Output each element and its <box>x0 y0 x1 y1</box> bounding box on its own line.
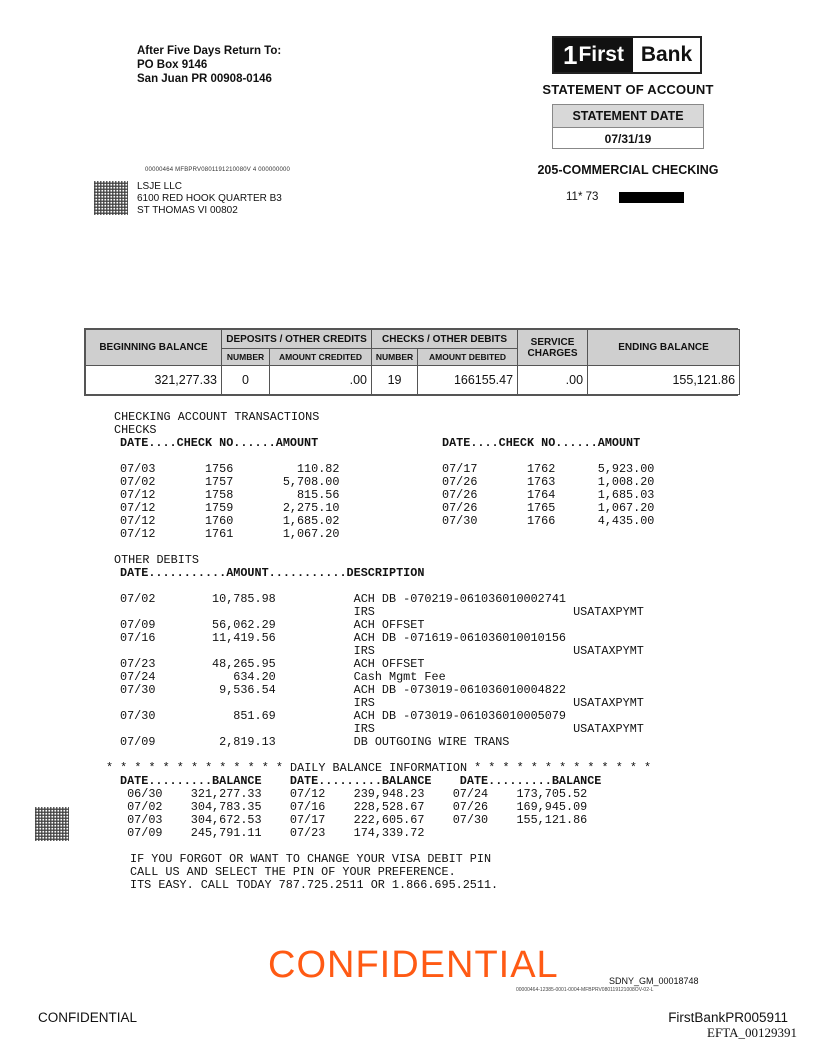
debit-row: 07/23 48,265.95 ACH OFFSET <box>120 657 425 671</box>
daily-balance-header: DATE.........BALANCE DATE.........BALANCE DATE.........BALANCE <box>120 774 602 788</box>
check-row: 07/26 1764 1,685.03 <box>442 488 655 502</box>
confidential-watermark: CONFIDENTIAL <box>268 944 559 986</box>
debit-row: 07/09 56,062.29 ACH OFFSET <box>120 618 425 632</box>
header-beginning-balance: BEGINNING BALANCE <box>86 330 222 366</box>
customer-line: ST THOMAS VI 00802 <box>137 205 238 216</box>
debit-row: 07/24 634.20 Cash Mgmt Fee <box>120 670 446 684</box>
account-summary-table <box>84 328 738 396</box>
logo-bank: Bank <box>633 38 700 72</box>
barcode-icon <box>94 181 128 215</box>
amount-debited: 166155.47 <box>418 366 518 395</box>
notice-line: CALL US AND SELECT THE PIN OF YOUR PREFERENCE. <box>130 865 456 879</box>
header-deposits: DEPOSITS / OTHER CREDITS <box>222 330 372 349</box>
beginning-balance: 321,277.33 <box>86 366 222 395</box>
return-address <box>137 44 281 86</box>
other-debits-header: DATE...........AMOUNT...........DESCRIPTION <box>120 566 425 580</box>
header-amount-credited: AMOUNT CREDITED <box>270 349 372 366</box>
header-number: NUMBER <box>372 349 418 366</box>
check-row: 07/12 1761 1,067.20 <box>120 527 340 541</box>
control-line: 00000464 MFBPRV0801191210080V 4 000000000 <box>145 167 291 173</box>
firstbank-logo <box>552 36 702 74</box>
return-line: After Five Days Return To: <box>137 45 282 57</box>
check-row: 07/02 1757 5,708.00 <box>120 475 340 489</box>
debit-row: 07/30 9,536.54 ACH DB -073019-061036010004822 <box>120 683 566 697</box>
daily-balance-row: 07/03 304,672.53 07/17 222,605.67 07/30 155,121.86 <box>120 813 588 827</box>
check-row: 07/12 1759 2,275.10 <box>120 501 340 515</box>
debit-row: IRS USATAXPYMT <box>120 722 644 736</box>
account-number: 11* 73 <box>566 191 599 203</box>
logo-first: 1 First <box>554 38 633 72</box>
notice-line: IF YOU FORGOT OR WANT TO CHANGE YOUR VISA DEBIT PIN <box>130 852 492 866</box>
check-row: 07/17 1762 5,923.00 <box>442 462 655 476</box>
debit-row: IRS USATAXPYMT <box>120 605 644 619</box>
statement-date-box <box>552 104 704 149</box>
header-amount-debited: AMOUNT DEBITED <box>418 349 518 366</box>
return-line: PO Box 9146 <box>137 59 208 71</box>
check-row: 07/26 1765 1,067.20 <box>442 501 655 515</box>
statement-date: 07/31/19 <box>604 132 652 146</box>
debit-row: 07/30 851.69 ACH DB -073019-061036010005079 <box>120 709 566 723</box>
check-row: 07/30 1766 4,435.00 <box>442 514 655 528</box>
customer-line: LSJE LLC <box>137 181 183 192</box>
daily-balance-row: 06/30 321,277.33 07/12 239,948.23 07/24 173,705.52 <box>120 787 588 801</box>
account-type: 205-COMMERCIAL CHECKING <box>537 163 719 177</box>
debit-row: 07/02 10,785.98 ACH DB -070219-061036010002741 <box>120 592 566 606</box>
footer-confidential: CONFIDENTIAL <box>38 1010 138 1025</box>
customer-line: 6100 RED HOOK QUARTER B3 <box>137 193 282 204</box>
header-ending-balance: ENDING BALANCE <box>588 330 740 366</box>
checks-header-right: DATE....CHECK NO......AMOUNT <box>442 436 641 450</box>
return-line: San Juan PR 00908-0146 <box>137 73 272 85</box>
header-number: NUMBER <box>222 349 270 366</box>
amount-credited: .00 <box>270 366 372 395</box>
section-title: CHECKING ACCOUNT TRANSACTIONS <box>114 410 320 424</box>
checks-header: DATE....CHECK NO......AMOUNT <box>120 436 319 450</box>
deposits-number: 0 <box>222 366 270 395</box>
daily-balance-row: 07/09 245,791.11 07/23 174,339.72 <box>120 826 425 840</box>
debits-number: 19 <box>372 366 418 395</box>
notice-line: ITS EASY. CALL TODAY 787.725.2511 OR 1.866.695.2511. <box>130 878 499 892</box>
check-row: 07/03 1756 110.82 <box>120 462 340 476</box>
mail-code: 00000464-12385-0001-0004-MFBPRV080119121008OV-02-L <box>516 987 654 993</box>
statement-date-label: STATEMENT DATE <box>553 105 703 128</box>
check-row: 07/12 1760 1,685.02 <box>120 514 340 528</box>
customer-address <box>137 181 282 217</box>
service-charges: .00 <box>518 366 588 395</box>
checks-title: CHECKS <box>114 423 157 437</box>
check-row: 07/12 1758 815.56 <box>120 488 340 502</box>
debit-row: 07/09 2,819.13 DB OUTGOING WIRE TRANS <box>120 735 510 749</box>
header-checks: CHECKS / OTHER DEBITS <box>372 330 518 349</box>
bates-stamp: SDNY_GM_00018748 <box>609 976 699 986</box>
footer-doc-id: FirstBankPR005911 <box>668 1010 788 1025</box>
debit-row: 07/16 11,419.56 ACH DB -071619-061036010010156 <box>120 631 566 645</box>
footer-efta: EFTA_00129391 <box>707 1025 797 1040</box>
header-service-charges: SERVICE CHARGES <box>518 330 588 366</box>
debit-row: IRS USATAXPYMT <box>120 696 644 710</box>
other-debits-title: OTHER DEBITS <box>114 553 199 567</box>
daily-balance-row: 07/02 304,783.35 07/16 228,528.67 07/26 169,945.09 <box>120 800 588 814</box>
ending-balance: 155,121.86 <box>588 366 740 395</box>
redaction-bar <box>619 192 684 203</box>
statement-title: STATEMENT OF ACCOUNT <box>542 82 714 97</box>
debit-row: IRS USATAXPYMT <box>120 644 644 658</box>
daily-balance-title: * * * * * * * * * * * * * DAILY BALANCE INFORMATION * * * * * * * * * * * * * <box>106 761 652 775</box>
barcode-icon <box>35 807 69 841</box>
check-row: 07/26 1763 1,008.20 <box>442 475 655 489</box>
